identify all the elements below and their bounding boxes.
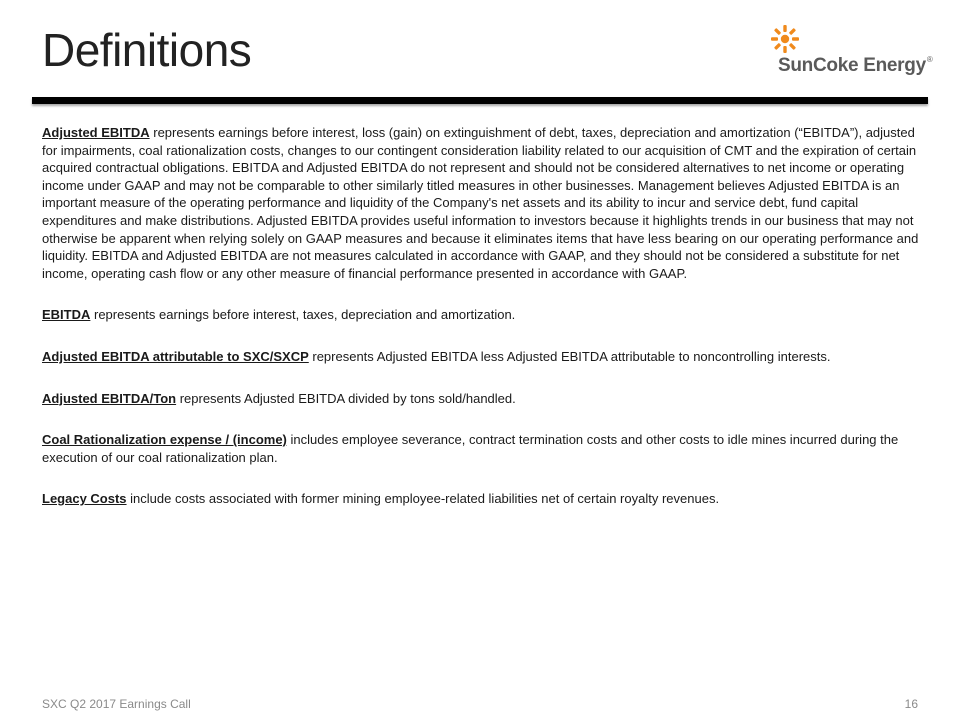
definition-term: Adjusted EBITDA [42, 125, 150, 140]
definition-term: Adjusted EBITDA attributable to SXC/SXCP [42, 348, 309, 364]
definition-adjusted-ebitda-per-ton [42, 390, 922, 408]
definition-adjusted-ebitda [42, 124, 922, 282]
definition-body: represents Adjusted EBITDA less Adjusted EBITDA attributable to noncontrolling interests. [308, 348, 831, 364]
definition-legacy-costs [42, 490, 922, 508]
logo-text: SunCoke Energy [778, 55, 926, 76]
definition-body: include costs associated with former mining employee-related liabilities net of certain royalty revenues. [126, 491, 720, 507]
definition-body: represents Adjusted EBITDA divided by tons sold/handled. [176, 390, 516, 406]
definition-term: Adjusted EBITDA/Ton [42, 390, 177, 406]
company-logo [770, 24, 938, 78]
definition-ebitda [42, 306, 922, 324]
definition-body: includes employee severance, contract termination costs and other costs to idle mines incurred during the execution of our coal rationalization plan. [42, 432, 899, 465]
page-number: 16 [904, 697, 918, 711]
logo-wordmark [778, 55, 932, 77]
registered-mark: ® [926, 55, 933, 64]
definition-coal-rationalization [42, 431, 922, 466]
definition-term: EBITDA [42, 307, 91, 323]
definition-term: Coal Rationalization expense / (income) [42, 432, 287, 448]
title-divider [32, 97, 928, 104]
definition-adjusted-ebitda-attributable [42, 348, 922, 366]
definition-term: Legacy Costs [42, 491, 127, 507]
definition-body: represents earnings before interest, taxes, depreciation and amortization. [90, 307, 516, 323]
page-title: Definitions [42, 24, 252, 76]
definitions-list [42, 124, 922, 532]
definition-body: represents earnings before interest, loss (gain) on extinguishment of debt, taxes, depreciation and amortization (“EBITDA”), adjusted for impairments, coal rationalization costs, changes to our contingent consideration liability related to our acquisition of CMT and the expiration of certain acquired contractual obligations. EBITDA and Adjusted EBITDA do not represent and should not be considered alternatives to net income or operating income under GAAP and may not be comparable to other similarly titled measures in other businesses. Management believes Adjusted EBITDA is an important measure of the operating performance and liquidity of the Company's net assets and its ability to incur and service debt, fund capital expenditures and make distributions. Adjusted EBITDA provides useful information to investors because it highlights trends in our business that may not otherwise be apparent when relying solely on GAAP measures and because it eliminates items that have less bearing on our operating performance and liquidity. EBITDA and Adjusted EBITDA are not measures calculated in accordance with GAAP, and they should not be considered a substitute for net income, operating cash flow or any other measure of financial performance presented in accordance with GAAP. [42, 125, 919, 281]
sun-icon [770, 24, 800, 54]
footer-caption: SXC Q2 2017 Earnings Call [42, 697, 191, 711]
